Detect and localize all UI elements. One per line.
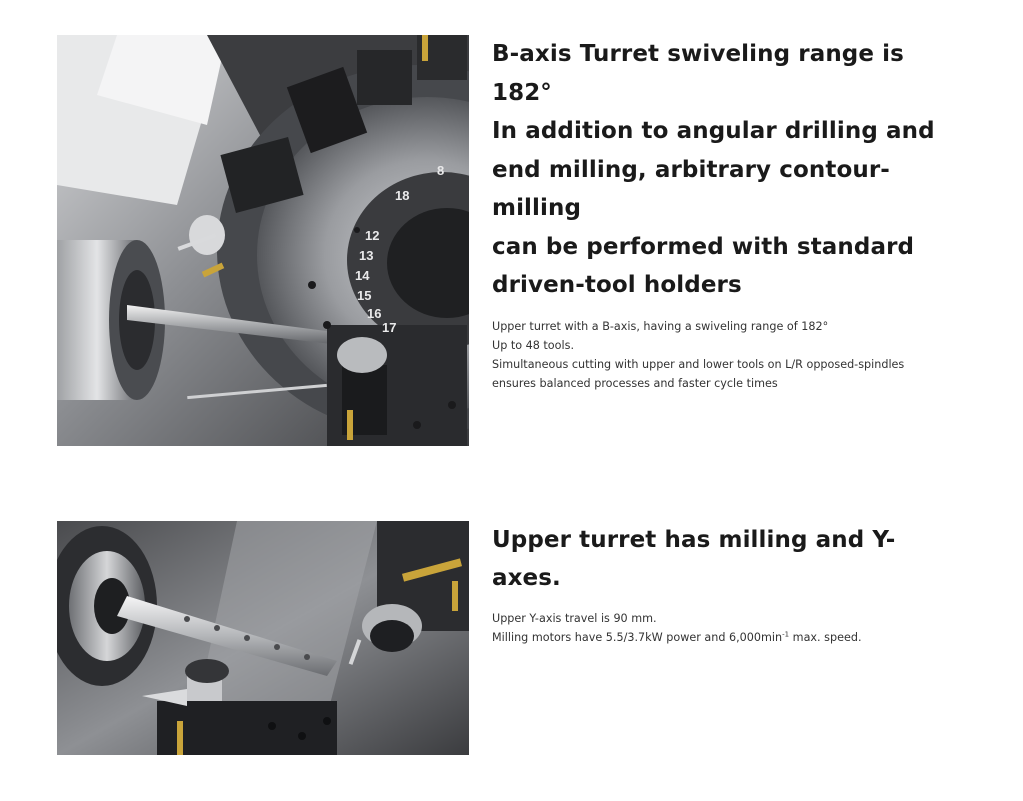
turret-photo	[57, 35, 469, 446]
feature-heading	[492, 521, 952, 597]
machine-image	[57, 521, 469, 755]
heading-line: B-axis Turret swiveling range is	[492, 41, 904, 67]
feature-text	[492, 35, 952, 394]
milling-photo	[57, 521, 469, 755]
heading-line: end milling, arbitrary contour-milling	[492, 156, 890, 221]
turret-number: 13	[359, 248, 374, 263]
description-text: Milling motors have 5.5/3.7kW power and 6,000min	[492, 631, 783, 645]
turret-number: 14	[355, 268, 370, 283]
turret-number: 16	[367, 306, 382, 321]
feature-heading	[492, 35, 952, 305]
turret-number: 8	[437, 163, 445, 178]
heading-line: driven-tool holders	[492, 272, 742, 298]
turret-number: 15	[357, 288, 372, 303]
superscript: -1	[782, 630, 790, 639]
heading-line: can be performed with standard	[492, 233, 915, 260]
description-line: Up to 48 tools.	[492, 338, 574, 352]
machine-image	[57, 35, 469, 446]
heading-line: In addition to angular drilling and	[492, 118, 935, 144]
description-line: Simultaneous cutting with upper and lower tools on L/R opposed-spindles	[492, 358, 905, 372]
turret-number: 18	[395, 188, 410, 203]
feature-section-b-axis	[57, 35, 957, 446]
turret-number: 17	[382, 320, 397, 335]
feature-description	[492, 609, 952, 648]
description-line: ensures balanced processes and faster cycle times	[492, 377, 778, 391]
description-line: Upper Y-axis travel is 90 mm.	[492, 612, 657, 625]
description-line	[492, 628, 952, 647]
feature-description	[492, 317, 952, 394]
description-line: Upper turret with a B-axis, having a swiveling range of 182°	[492, 319, 829, 333]
turret-number: 12	[365, 228, 380, 243]
feature-section-y-axis	[57, 521, 957, 755]
feature-text	[492, 521, 952, 648]
description-text: max. speed.	[789, 631, 862, 645]
heading-line: Upper turret has milling and Y-axes.	[492, 527, 896, 591]
heading-line: 182°	[492, 79, 552, 106]
